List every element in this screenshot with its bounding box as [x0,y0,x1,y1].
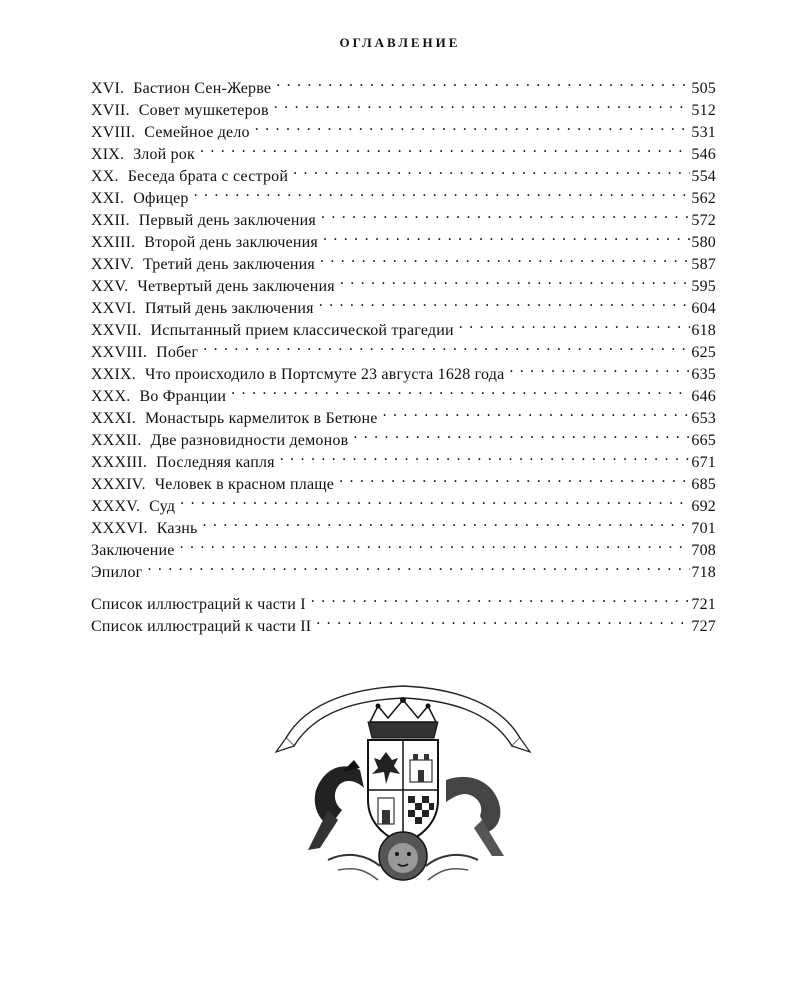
chapter-number: XXV. [91,278,129,295]
chapter-number: XXIV. [91,256,134,273]
page-header: ОГЛАВЛЕНИЕ [339,35,461,50]
page-number: 727 [691,618,716,635]
dot-leader [319,291,691,313]
dot-leader [180,533,691,555]
chapter-number: XVI. [91,80,125,97]
toc-entry[interactable] [91,489,716,515]
entry-title: Беседа брата с сестрой [127,168,289,185]
dot-leader [320,247,690,269]
entry-title: Список иллюстраций к части I [91,596,306,613]
entry-title: Заключение [91,542,175,559]
dot-leader [509,357,690,379]
page-number: 512 [691,102,716,119]
entry-title: Злой рок [133,146,195,163]
chapter-number: XIX. [91,146,125,163]
dot-leader [274,93,691,115]
toc-entry[interactable] [91,533,716,559]
dot-leader [383,401,691,423]
page-number: 618 [691,322,716,339]
page-number: 505 [691,80,716,97]
entry-title: Второй день заключения [144,234,318,251]
coat-of-arms-icon [268,660,538,890]
page-number: 546 [691,146,716,163]
chapter-number: XXXI. [91,410,136,427]
dot-leader [316,609,690,631]
dot-leader [311,587,691,609]
page-number: 572 [691,212,716,229]
chapter-number: XXXII. [91,432,142,449]
page-number: 721 [691,596,716,613]
page-number: 595 [691,278,716,295]
dot-leader [203,511,691,533]
page-number: 685 [691,476,716,493]
dot-leader [255,115,691,137]
toc-entry[interactable] [91,511,716,537]
chapter-number: XXIII. [91,234,136,251]
entry-title: Совет мушкетеров [138,102,269,119]
entry-title: Бастион Сен-Жерве [133,80,272,97]
table-of-contents [91,71,716,635]
chapter-number: XXXIII. [91,454,148,471]
dot-leader [323,225,690,247]
chapter-number: XXII. [91,212,130,229]
entry-title: Человек в красном плаще [154,476,335,493]
toc-entry[interactable] [91,555,716,581]
page-number: 708 [691,542,716,559]
toc-entry[interactable] [91,71,716,97]
dot-leader [147,555,690,577]
entry-title: Суд [149,498,176,515]
entry-title: Во Франции [139,388,227,405]
dot-leader [180,489,690,511]
page-number: 665 [691,432,716,449]
chapter-number: XXI. [91,190,125,207]
page-number: 531 [691,124,716,141]
entry-title: Казнь [156,520,198,537]
entry-title: Что происходило в Портсмуте 23 августа 1628 года [145,366,505,383]
entry-title: Две разновидности демонов [150,432,349,449]
chapter-number: XXVIII. [91,344,148,361]
page-number: 580 [691,234,716,251]
page-number: 635 [691,366,716,383]
entry-title: Третий день заключения [142,256,315,273]
dot-leader [353,423,690,445]
chapter-number: XVIII. [91,124,136,141]
dot-leader [194,181,691,203]
dot-leader [276,71,690,93]
page-number: 701 [691,520,716,537]
chapter-number: XXX. [91,388,131,405]
chapter-number: XXXIV. [91,476,146,493]
page-number: 718 [691,564,716,581]
dot-leader [340,269,691,291]
dot-leader [203,335,690,357]
page-number: 604 [691,300,716,317]
entry-title: Испытанный прием классической трагедии [150,322,454,339]
entry-title: Семейное дело [144,124,250,141]
dot-leader [200,137,690,159]
entry-title: Первый день заключения [138,212,316,229]
page-number: 653 [691,410,716,427]
chapter-number: XXVI. [91,300,136,317]
entry-title: Список иллюстраций к части II [91,618,312,635]
chapter-number: XXVII. [91,322,142,339]
entry-title: Побег [156,344,199,361]
page-number: 554 [691,168,716,185]
toc-appendix-entry[interactable] [91,587,716,613]
dot-leader [280,445,691,467]
chapter-number: XVII. [91,102,130,119]
page-number: 625 [691,344,716,361]
entry-title: Эпилог [91,564,143,581]
dot-leader [293,159,690,181]
page-number: 671 [691,454,716,471]
dot-leader [231,379,690,401]
page-number: 562 [691,190,716,207]
dot-leader [459,313,691,335]
entry-title: Монастырь кармелиток в Бетюне [145,410,378,427]
chapter-number: XXXVI. [91,520,148,537]
page-number: 692 [691,498,716,515]
dot-leader [339,467,690,489]
chapter-number: XXIX. [91,366,136,383]
chapter-number: XXXV. [91,498,141,515]
entry-title: Последняя капля [156,454,275,471]
entry-title: Пятый день заключения [145,300,314,317]
entry-title: Офицер [133,190,189,207]
page-number: 587 [691,256,716,273]
page-number: 646 [691,388,716,405]
dot-leader [321,203,690,225]
chapter-number: XX. [91,168,119,185]
entry-title: Четвертый день заключения [137,278,335,295]
